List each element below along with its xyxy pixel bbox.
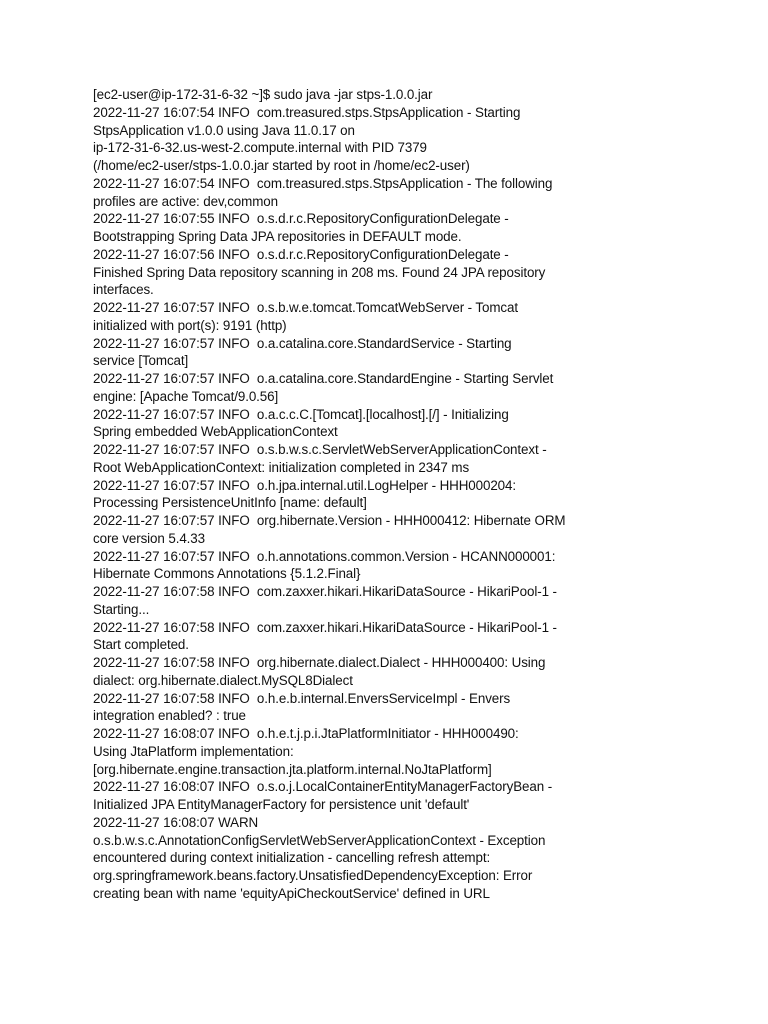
- log-line: Using JtaPlatform implementation:: [93, 743, 294, 759]
- log-line: encountered during context initialization - cancelling refresh attempt:: [93, 850, 491, 866]
- log-line: 2022-11-27 16:07:58 INFO o.h.e.b.internal.EnversServiceImpl - Envers: [93, 690, 511, 706]
- log-line: 2022-11-27 16:07:58 INFO com.zaxxer.hikari.HikariDataSource - HikariPool-1 -: [93, 619, 557, 635]
- log-line: 2022-11-27 16:08:07 INFO o.h.e.t.j.p.i.JtaPlatformInitiator - HHH000490:: [93, 726, 519, 741]
- log-line: initialized with port(s): 9191 (http): [93, 317, 287, 333]
- log-line: Finished Spring Data repository scanning in 208 ms. Found 24 JPA repository: [93, 264, 546, 280]
- log-line: 2022-11-27 16:08:07 WARN: [93, 814, 259, 830]
- log-line: 2022-11-27 16:07:56 INFO o.s.d.r.c.RepositoryConfigurationDelegate -: [93, 246, 509, 262]
- log-line: 2022-11-27 16:07:54 INFO com.treasured.stps.StpsApplication - Starting: [93, 104, 521, 120]
- log-line: Start completed.: [93, 637, 189, 653]
- log-line: 2022-11-27 16:08:07 INFO o.s.o.j.LocalContainerEntityManagerFactoryBean -: [93, 779, 553, 795]
- log-line: 2022-11-27 16:07:57 INFO o.s.b.w.s.c.ServletWebServerApplicationContext -: [93, 442, 547, 457]
- log-line: Bootstrapping Spring Data JPA repositories in DEFAULT mode.: [93, 229, 462, 244]
- log-line: creating bean with name 'equityApiCheckoutService' defined in URL: [93, 885, 490, 901]
- log-document: [93, 86, 603, 903]
- log-line: Starting...: [93, 601, 150, 617]
- log-line: Initialized JPA EntityManagerFactory for persistence unit 'default': [93, 797, 470, 812]
- log-line: StpsApplication v1.0.0 using Java 11.0.17 on: [93, 122, 355, 138]
- log-line: 2022-11-27 16:07:54 INFO com.treasured.stps.StpsApplication - The following: [93, 175, 553, 191]
- log-line: integration enabled? : true: [93, 708, 246, 724]
- log-line: profiles are active: dev,common: [93, 193, 278, 209]
- log-line: Spring embedded WebApplicationContext: [93, 424, 338, 440]
- log-line: interfaces.: [93, 282, 154, 298]
- log-line: engine: [Apache Tomcat/9.0.56]: [93, 388, 279, 404]
- log-line: 2022-11-27 16:07:57 INFO o.h.jpa.internal.util.LogHelper - HHH000204:: [93, 477, 516, 493]
- log-line: org.springframework.beans.factory.UnsatisfiedDependencyException: Error: [93, 868, 533, 883]
- log-line: o.s.b.w.s.c.AnnotationConfigServletWebServerApplicationContext - Exception: [93, 832, 546, 848]
- log-line: dialect: org.hibernate.dialect.MySQL8Dialect: [93, 672, 353, 688]
- log-line: 2022-11-27 16:07:57 INFO o.s.b.w.e.tomcat.TomcatWebServer - Tomcat: [93, 300, 518, 315]
- log-line: ip-172-31-6-32.us-west-2.compute.internal with PID 7379: [93, 140, 427, 156]
- log-line: Processing PersistenceUnitInfo [name: default]: [93, 495, 367, 511]
- log-line: 2022-11-27 16:07:58 INFO com.zaxxer.hikari.HikariDataSource - HikariPool-1 -: [93, 584, 557, 599]
- log-line: 2022-11-27 16:07:57 INFO o.a.catalina.core.StandardService - Starting: [93, 335, 512, 351]
- log-line: Hibernate Commons Annotations {5.1.2.Final}: [93, 566, 361, 582]
- log-line: (/home/ec2-user/stps-1.0.0.jar started by root in /home/ec2-user): [93, 158, 470, 173]
- log-line: service [Tomcat]: [93, 353, 189, 369]
- log-line: [ec2-user@ip-172-31-6-32 ~]$ sudo java -jar stps-1.0.0.jar: [93, 87, 433, 102]
- log-line: Root WebApplicationContext: initialization completed in 2347 ms: [93, 459, 470, 475]
- log-line: 2022-11-27 16:07:57 INFO org.hibernate.Version - HHH000412: Hibernate ORM: [93, 513, 566, 528]
- log-line: 2022-11-27 16:07:57 INFO o.h.annotations.common.Version - HCANN000001:: [93, 548, 556, 564]
- log-line: core version 5.4.33: [93, 530, 205, 546]
- log-line: 2022-11-27 16:07:57 INFO o.a.c.c.C.[Tomcat].[localhost].[/] - Initializing: [93, 406, 509, 422]
- log-line: 2022-11-27 16:07:57 INFO o.a.catalina.core.StandardEngine - Starting Servlet: [93, 371, 554, 386]
- log-line: [org.hibernate.engine.transaction.jta.platform.internal.NoJtaPlatform]: [93, 761, 492, 777]
- log-line: 2022-11-27 16:07:58 INFO org.hibernate.dialect.Dialect - HHH000400: Using: [93, 655, 546, 670]
- log-line: 2022-11-27 16:07:55 INFO o.s.d.r.c.RepositoryConfigurationDelegate -: [93, 211, 509, 227]
